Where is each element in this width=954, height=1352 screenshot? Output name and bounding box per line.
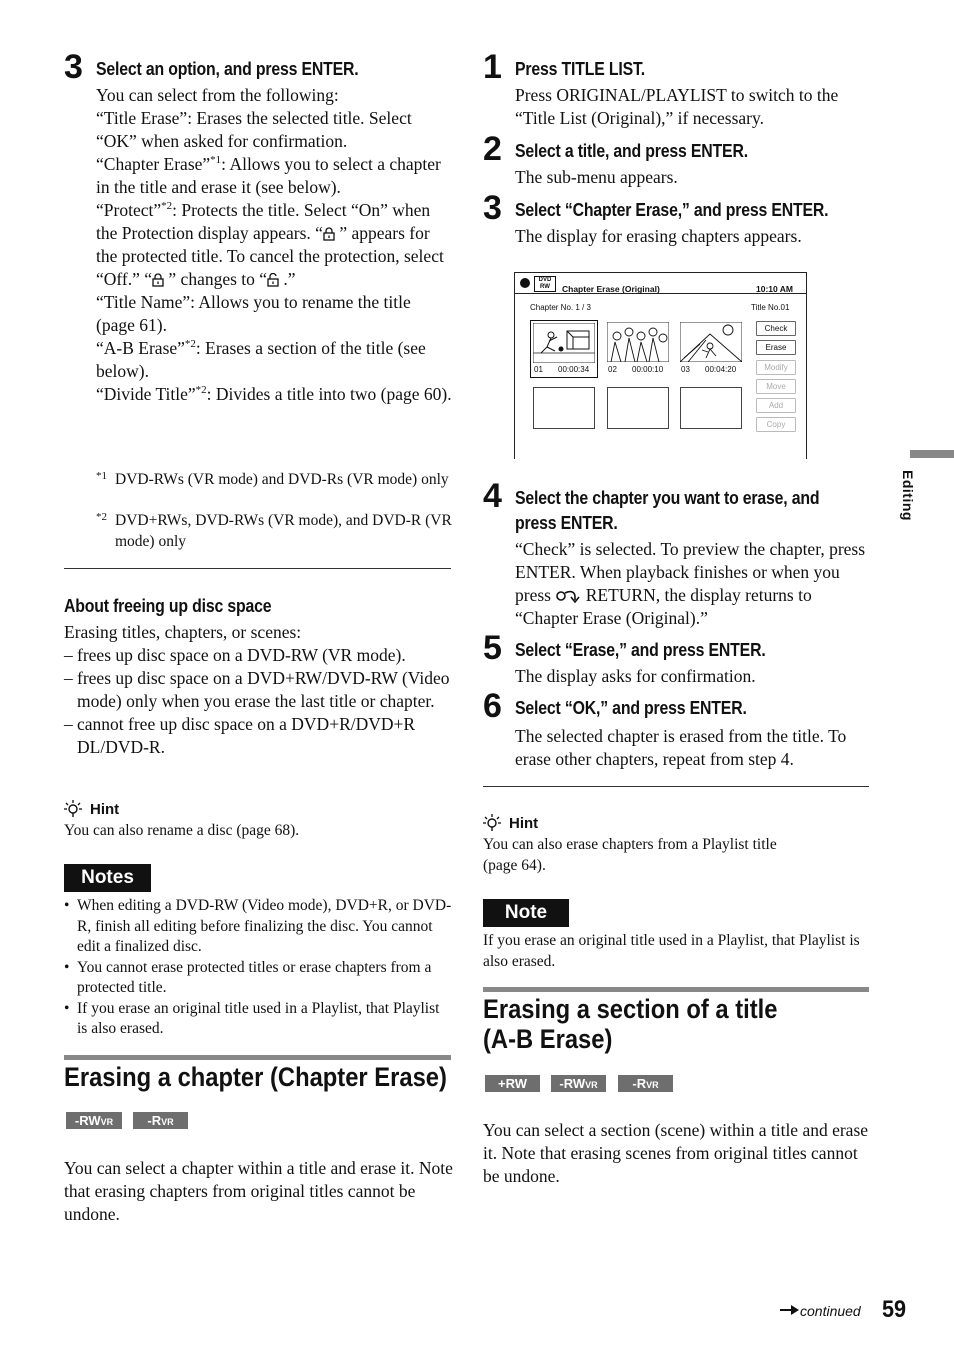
footnote: *2 DVD+RWs, DVD-RWs (VR mode), and DVD-R (VR mode) only: [96, 511, 452, 550]
add-button[interactable]: Add: [756, 398, 796, 413]
modify-button[interactable]: Modify: [756, 360, 796, 375]
step-body: The display asks for confirmation.: [515, 666, 756, 686]
step-heading: press ENTER.: [515, 513, 618, 533]
step-number: 3: [64, 48, 83, 86]
format-badge: +RW: [485, 1075, 540, 1092]
step-number: 5: [483, 629, 502, 667]
notes-label: Notes: [64, 864, 151, 892]
format-badge: -RVR: [133, 1112, 188, 1129]
format-badge: -RVR: [618, 1075, 673, 1092]
step-number: 6: [483, 687, 502, 725]
screen-header: [515, 273, 806, 294]
paragraph: “Protect”$^{*2}$: Protects the title. Select “On” when the Protection display appears. “ ” appears for the protected title. To cancel the protection, select “Off.” “ ” changes to “ .”: [96, 200, 444, 289]
freeing-section: [64, 621, 454, 759]
step-heading: Select “OK,” and press ENTER.: [515, 698, 747, 718]
chapter-thumbnail[interactable]: [606, 322, 670, 378]
notes-list: [64, 896, 452, 1040]
divider: [483, 786, 869, 787]
thumbnail-time: 00:00:34: [558, 365, 590, 374]
list-item: – cannot free up disc space on a DVD+R/DVD+R DL/DVD-R.: [64, 713, 454, 759]
page-number: 59: [882, 1296, 907, 1323]
note-text: If you erase an original title used in a Playlist, that Playlist is also erased.: [483, 932, 860, 970]
chapter-erase-screen: [514, 272, 807, 459]
paragraph: Erasing titles, chapters, or scenes:: [64, 622, 302, 642]
title-number: Title No.01: [751, 303, 790, 312]
step-heading: Select a title, and press ENTER.: [515, 141, 748, 161]
paragraph: “Title Erase”: Erases the selected title. Select “OK” when asked for confirmation.: [96, 108, 412, 151]
step-heading: Select an option, and press ENTER.: [96, 59, 359, 79]
step-number: 4: [483, 477, 502, 515]
thumbnail-image: [533, 323, 595, 363]
note-label: Note: [483, 899, 569, 927]
freeing-list: [64, 644, 454, 759]
hint-text: You can also rename a disc (page 68).: [64, 822, 300, 839]
step-number: 2: [483, 130, 502, 168]
side-section-label: Editing: [900, 470, 916, 521]
step-heading: Select the chapter you want to erase, and: [515, 488, 820, 508]
lightbulb-icon: [64, 800, 82, 818]
lightbulb-icon: [483, 814, 501, 832]
thumbnail-number: 03: [681, 365, 690, 374]
divider: [64, 568, 451, 569]
section-rule: [64, 1055, 451, 1060]
step-heading: Select “Erase,” and press ENTER.: [515, 640, 766, 660]
hint-label: Hint: [90, 801, 120, 818]
list-item: • If you erase an original title used in a Playlist, that Playlist is also erased.: [64, 999, 452, 1040]
thumbnail-number: 01: [534, 365, 543, 374]
hint-text: You can also erase chapters from a Playlist title (page 64).: [483, 836, 777, 874]
empty-chapter-slot: [533, 387, 595, 429]
step-heading: Select “Chapter Erase,” and press ENTER.: [515, 200, 829, 220]
paragraph: “Title Name”: Allows you to rename the title (page 61).: [96, 292, 411, 335]
list-item: – frees up disc space on a DVD+RW/DVD-RW (Video mode) only when you erase the last title or chapter.: [64, 667, 454, 713]
section-title: Erasing a section of a title: [483, 994, 778, 1024]
step-body: [96, 84, 452, 406]
paragraph: “Chapter Erase”$^{*1}$: Allows you to select a chapter in the title and erase it (see below).: [96, 154, 441, 197]
format-badge: -RWVR: [551, 1075, 606, 1092]
return-icon: [555, 588, 581, 604]
section-title: (A-B Erase): [483, 1024, 613, 1054]
lock-closed-icon: [323, 227, 335, 241]
paragraph: “A-B Erase”$^{*2}$: Erases a section of the title (see below).: [96, 338, 426, 381]
erase-button[interactable]: Erase: [756, 340, 796, 355]
step-body: The sub-menu appears.: [515, 167, 678, 187]
list-item: – frees up disc space on a DVD-RW (VR mode).: [64, 644, 454, 667]
section-text: You can select a chapter within a title and erase it. Note that erasing chapters from original titles cannot be undone.: [64, 1158, 453, 1224]
chapter-thumbnail[interactable]: [679, 322, 743, 378]
list-item: • When editing a DVD-RW (Video mode), DVD+R, or DVD-R, finish all editing before finalizing the disc. You cannot edit a finalized disc.: [64, 896, 452, 958]
screen-time: 10:10 AM: [756, 284, 794, 294]
continued-label: continued: [800, 1303, 861, 1319]
thumbnail-image: [680, 322, 742, 362]
format-badge: -RWVR: [66, 1112, 122, 1129]
thumbnail-number: 02: [608, 365, 617, 374]
section-text: You can select a section (scene) within a title and erase it. Note that erasing scenes from original titles cannot be undone.: [483, 1120, 869, 1186]
thumbnail-time: 00:04:20: [705, 365, 737, 374]
step-body: “Check” is selected. To preview the chapter, press ENTER. When playback finishes or when you press RETURN, the display returns to “Chapter Erase (Original).”: [515, 539, 866, 628]
subheading: About freeing up disc space: [64, 596, 272, 616]
notes-section: [64, 896, 452, 1040]
empty-chapter-slot: [680, 387, 742, 429]
lock-closed-icon: [152, 273, 164, 287]
copy-button[interactable]: Copy: [756, 417, 796, 432]
step-heading: Press TITLE LIST.: [515, 59, 645, 79]
footnote: *1 DVD-RWs (VR mode) and DVD-Rs (VR mode) only: [96, 470, 449, 488]
disc-icon: [520, 278, 530, 288]
paragraph: You can select from the following:: [96, 85, 339, 105]
side-tab-marker: [910, 450, 954, 458]
section-title: Erasing a chapter (Chapter Erase): [64, 1062, 447, 1092]
empty-chapter-slot: [607, 387, 669, 429]
move-button[interactable]: Move: [756, 379, 796, 394]
step-number: 1: [483, 48, 502, 86]
chapter-number: Chapter No. 1 / 3: [530, 303, 591, 312]
hint-label: Hint: [509, 815, 539, 832]
thumbnail-time: 00:00:10: [632, 365, 664, 374]
disc-type-badge: DVD RW: [534, 276, 556, 292]
arrow-right-icon: [780, 1304, 800, 1316]
chapter-thumbnail-selected[interactable]: [530, 320, 598, 378]
screen-title: Chapter Erase (Original): [562, 284, 660, 294]
step-body: Press ORIGINAL/PLAYLIST to switch to the “Title List (Original),” if necessary.: [515, 85, 839, 128]
thumbnail-image: [607, 322, 669, 362]
step-body: The selected chapter is erased from the title. To erase other chapters, repeat from step 4.: [515, 726, 847, 769]
lock-open-icon: [267, 273, 279, 287]
step-number: 3: [483, 189, 502, 227]
paragraph: “Divide Title”$^{*2}$: Divides a title into two (page 60).: [96, 384, 452, 404]
check-button[interactable]: Check: [756, 321, 796, 336]
list-item: • You cannot erase protected titles or erase chapters from a protected title.: [64, 958, 452, 999]
step-body: The display for erasing chapters appears.: [515, 226, 802, 246]
section-rule: [483, 987, 869, 992]
